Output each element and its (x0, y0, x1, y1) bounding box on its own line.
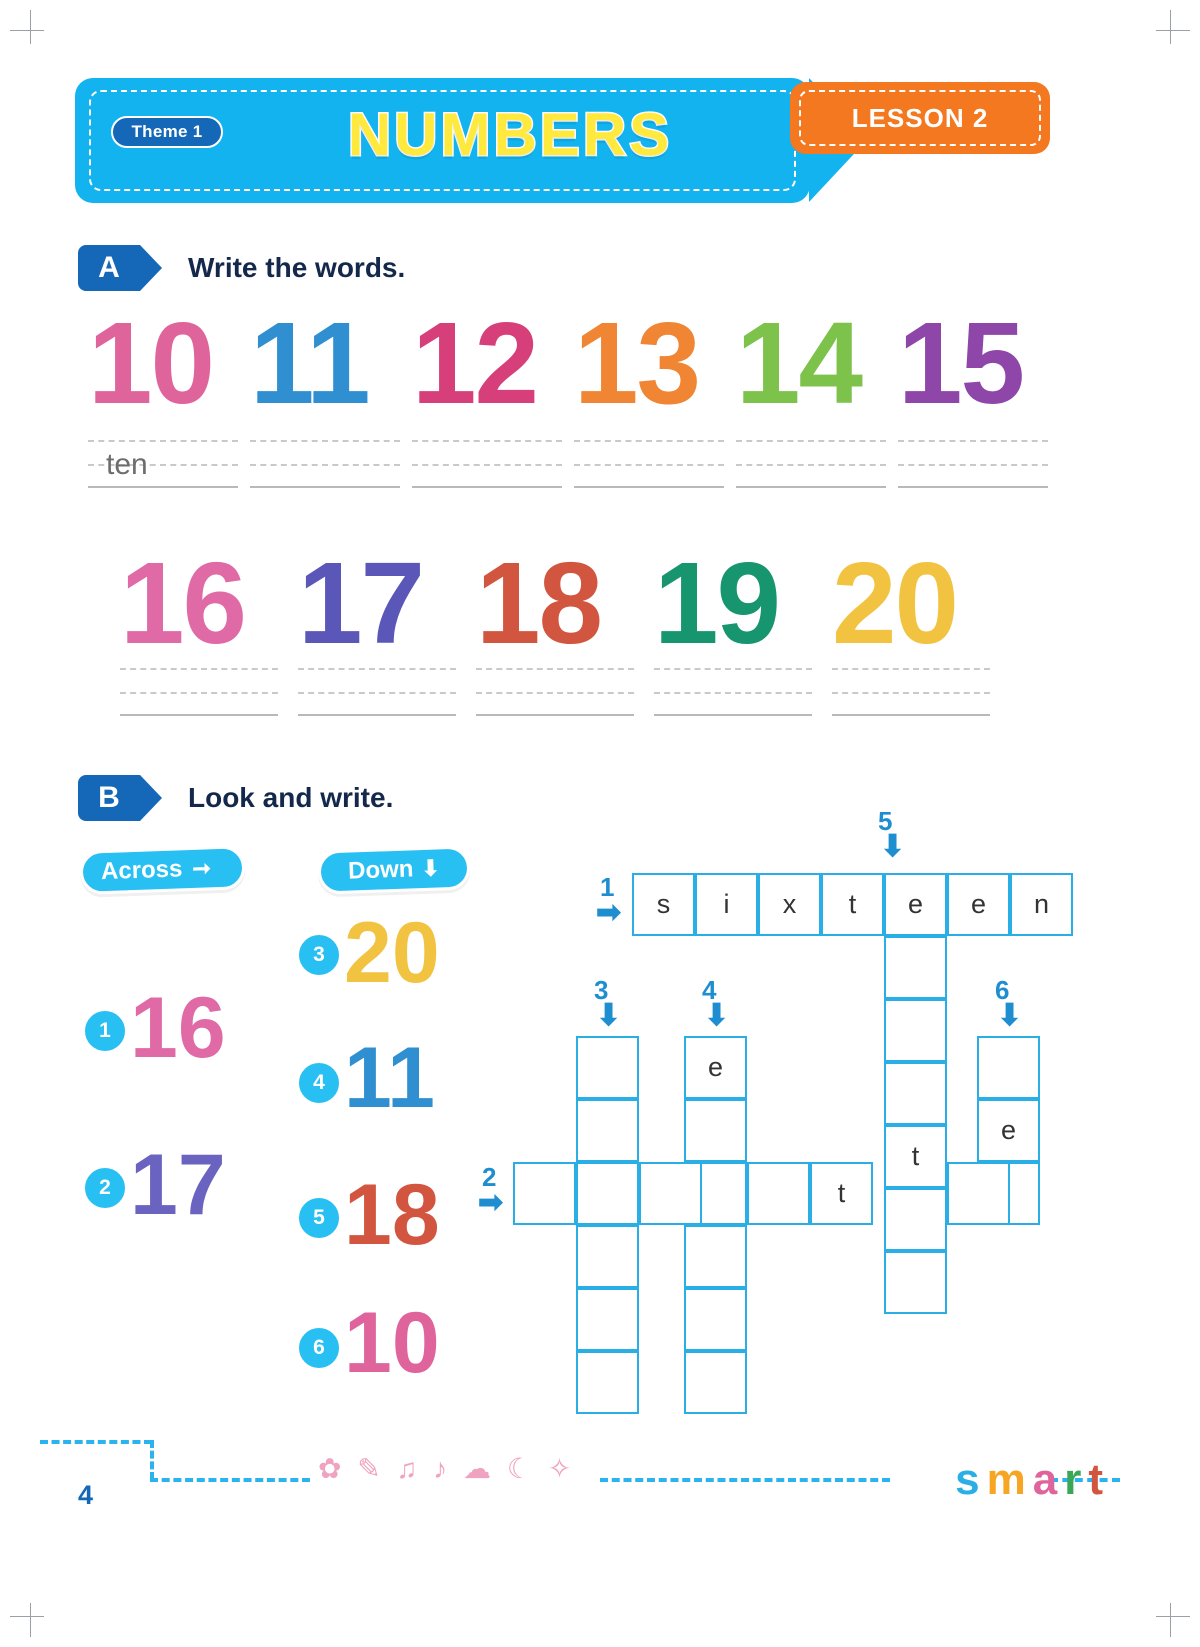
clue-number-glyph: 17 (130, 1137, 226, 1233)
crossword-cell-filled[interactable]: e (684, 1036, 747, 1099)
clue-number-badge: 1 (82, 1008, 128, 1054)
footer-rule-left (40, 1440, 152, 1444)
brand-letter: m (986, 1455, 1033, 1504)
crop-mark (30, 10, 31, 44)
crossword-cell-empty[interactable] (684, 1225, 747, 1288)
writing-lines[interactable] (654, 668, 812, 716)
crop-mark (1170, 1603, 1171, 1637)
writing-lines[interactable] (832, 668, 990, 716)
crossword-clue-number: 5 (878, 806, 893, 836)
arrow-down-icon: ⬇ (997, 999, 1023, 1032)
clue-number-badge: 6 (296, 1325, 342, 1371)
number-glyph: 17 (298, 538, 424, 668)
crossword-cell-empty[interactable] (884, 1062, 947, 1125)
lesson-label: LESSON 2 (799, 90, 1041, 146)
footer-doodles: ✿ ✎ ♫ ♪ ☁ ☾ ✧ (318, 1453, 576, 1484)
crop-mark (30, 1603, 31, 1637)
number-glyph: 14 (736, 298, 862, 428)
brand-letter: s (955, 1455, 987, 1504)
page-header (75, 78, 1050, 203)
crop-mark (1156, 30, 1190, 31)
down-label (317, 845, 470, 894)
crossword-cell-filled[interactable]: e (947, 873, 1010, 936)
brand-letter: t (1088, 1455, 1110, 1504)
crossword-clue-number: 4 (702, 975, 717, 1005)
writing-lines[interactable] (898, 440, 1048, 488)
crossword-cell-empty[interactable] (884, 1188, 947, 1251)
crossword-cell-filled[interactable]: e (884, 873, 947, 936)
clue-number-badge: 4 (296, 1060, 342, 1106)
arrow-right-icon: ➡ (478, 1186, 504, 1219)
crossword-cell-empty[interactable] (576, 1099, 639, 1162)
clue-number-badge: 5 (296, 1195, 342, 1241)
crossword-clue-number: 2 (482, 1162, 497, 1192)
number-glyph: 19 (654, 538, 780, 668)
crossword-cell-empty[interactable] (684, 1099, 747, 1162)
clue-number-glyph: 11 (344, 1030, 435, 1126)
clue-number-glyph: 20 (344, 905, 440, 1001)
crossword-cell-empty[interactable] (684, 1351, 747, 1414)
footer-rule-right (600, 1478, 890, 1482)
writing-lines[interactable] (88, 440, 238, 488)
number-glyph: 13 (574, 298, 700, 428)
crossword-cell-empty[interactable] (576, 1036, 639, 1099)
section-a-heading (78, 245, 405, 291)
crossword-cell-filled[interactable]: t (821, 873, 884, 936)
number-glyph: 16 (120, 538, 246, 668)
across-text: Across (100, 855, 183, 886)
number-glyph: 12 (412, 298, 538, 428)
number-glyph: 10 (88, 298, 214, 428)
crossword-cell-empty[interactable] (576, 1225, 639, 1288)
arrow-down-icon: ⬇ (704, 999, 730, 1032)
crossword-cell-filled[interactable]: e (977, 1099, 1040, 1162)
crossword-cell-empty[interactable] (947, 1162, 1010, 1225)
crossword-cell-empty[interactable] (639, 1162, 702, 1225)
down-text: Down (347, 855, 414, 885)
crossword-cell-empty[interactable] (576, 1162, 639, 1225)
number-glyph: 18 (476, 538, 602, 668)
crossword-clue-number: 3 (594, 975, 609, 1005)
crossword-cell-filled[interactable]: t (810, 1162, 873, 1225)
brand-letter: a (1032, 1455, 1065, 1504)
clue-number-glyph: 18 (344, 1167, 440, 1263)
crossword-cell-empty[interactable] (747, 1162, 810, 1225)
writing-lines[interactable] (250, 440, 400, 488)
writing-lines[interactable] (476, 668, 634, 716)
clue-number-glyph: 16 (130, 980, 226, 1076)
number-glyph: 11 (250, 298, 369, 428)
crop-mark (10, 30, 44, 31)
clue-number-glyph: 10 (344, 1295, 440, 1391)
crossword-cell-filled[interactable]: i (695, 873, 758, 936)
crossword-cell-empty[interactable] (513, 1162, 576, 1225)
writing-lines[interactable] (736, 440, 886, 488)
lesson-badge (790, 82, 1050, 154)
crossword-cell-empty[interactable] (884, 999, 947, 1062)
crossword-clue-number: 6 (995, 975, 1010, 1005)
clue-number-badge: 2 (82, 1165, 128, 1211)
arrow-down-icon: ⬇ (880, 830, 906, 863)
section-b-heading (78, 775, 393, 821)
writing-lines[interactable] (412, 440, 562, 488)
page-number: 4 (78, 1480, 94, 1510)
arrow-down-icon: ⬇ (596, 999, 622, 1032)
clue-number-badge: 3 (296, 932, 342, 978)
crossword-cell-empty[interactable] (576, 1288, 639, 1351)
title-banner (75, 78, 810, 203)
crossword-cell-empty[interactable] (576, 1351, 639, 1414)
crop-mark (1170, 10, 1171, 44)
crossword-cell-filled[interactable]: s (632, 873, 695, 936)
crop-mark (1156, 1616, 1190, 1617)
section-a-instruction: Write the words. (188, 252, 406, 283)
footer-rule-corner (150, 1440, 158, 1480)
section-b-instruction: Look and write. (188, 782, 394, 813)
crossword-cell-filled[interactable]: x (758, 873, 821, 936)
crop-mark (10, 1616, 44, 1617)
number-glyph: 15 (898, 298, 1024, 428)
theme-badge: Theme 1 (111, 116, 223, 148)
writing-lines[interactable] (574, 440, 724, 488)
section-b-tag: B (78, 775, 140, 821)
brand-logo (955, 1455, 1110, 1505)
section-a-tag: A (78, 245, 140, 291)
page-title: NUMBERS (347, 101, 673, 168)
handwritten-answer: ten (106, 448, 148, 481)
crossword-cell-empty[interactable] (884, 1251, 947, 1314)
writing-lines[interactable] (120, 668, 278, 716)
arrow-right-icon: ➡ (596, 896, 622, 929)
arrow-right-icon: ➞ (191, 855, 212, 881)
number-glyph: 20 (832, 538, 958, 668)
arrow-down-icon: ⬇ (420, 855, 441, 882)
crossword-cell-filled[interactable]: n (1010, 873, 1073, 936)
crossword-cell-filled[interactable]: t (884, 1125, 947, 1188)
writing-lines[interactable] (298, 668, 456, 716)
brand-letter: r (1064, 1455, 1089, 1504)
across-label (79, 845, 245, 895)
crossword-clue-number: 1 (600, 872, 615, 902)
crossword-cell-empty[interactable] (977, 1036, 1040, 1099)
footer-rule-mid (150, 1478, 310, 1482)
crossword-cell-empty[interactable] (684, 1288, 747, 1351)
crossword-cell-empty[interactable] (884, 936, 947, 999)
